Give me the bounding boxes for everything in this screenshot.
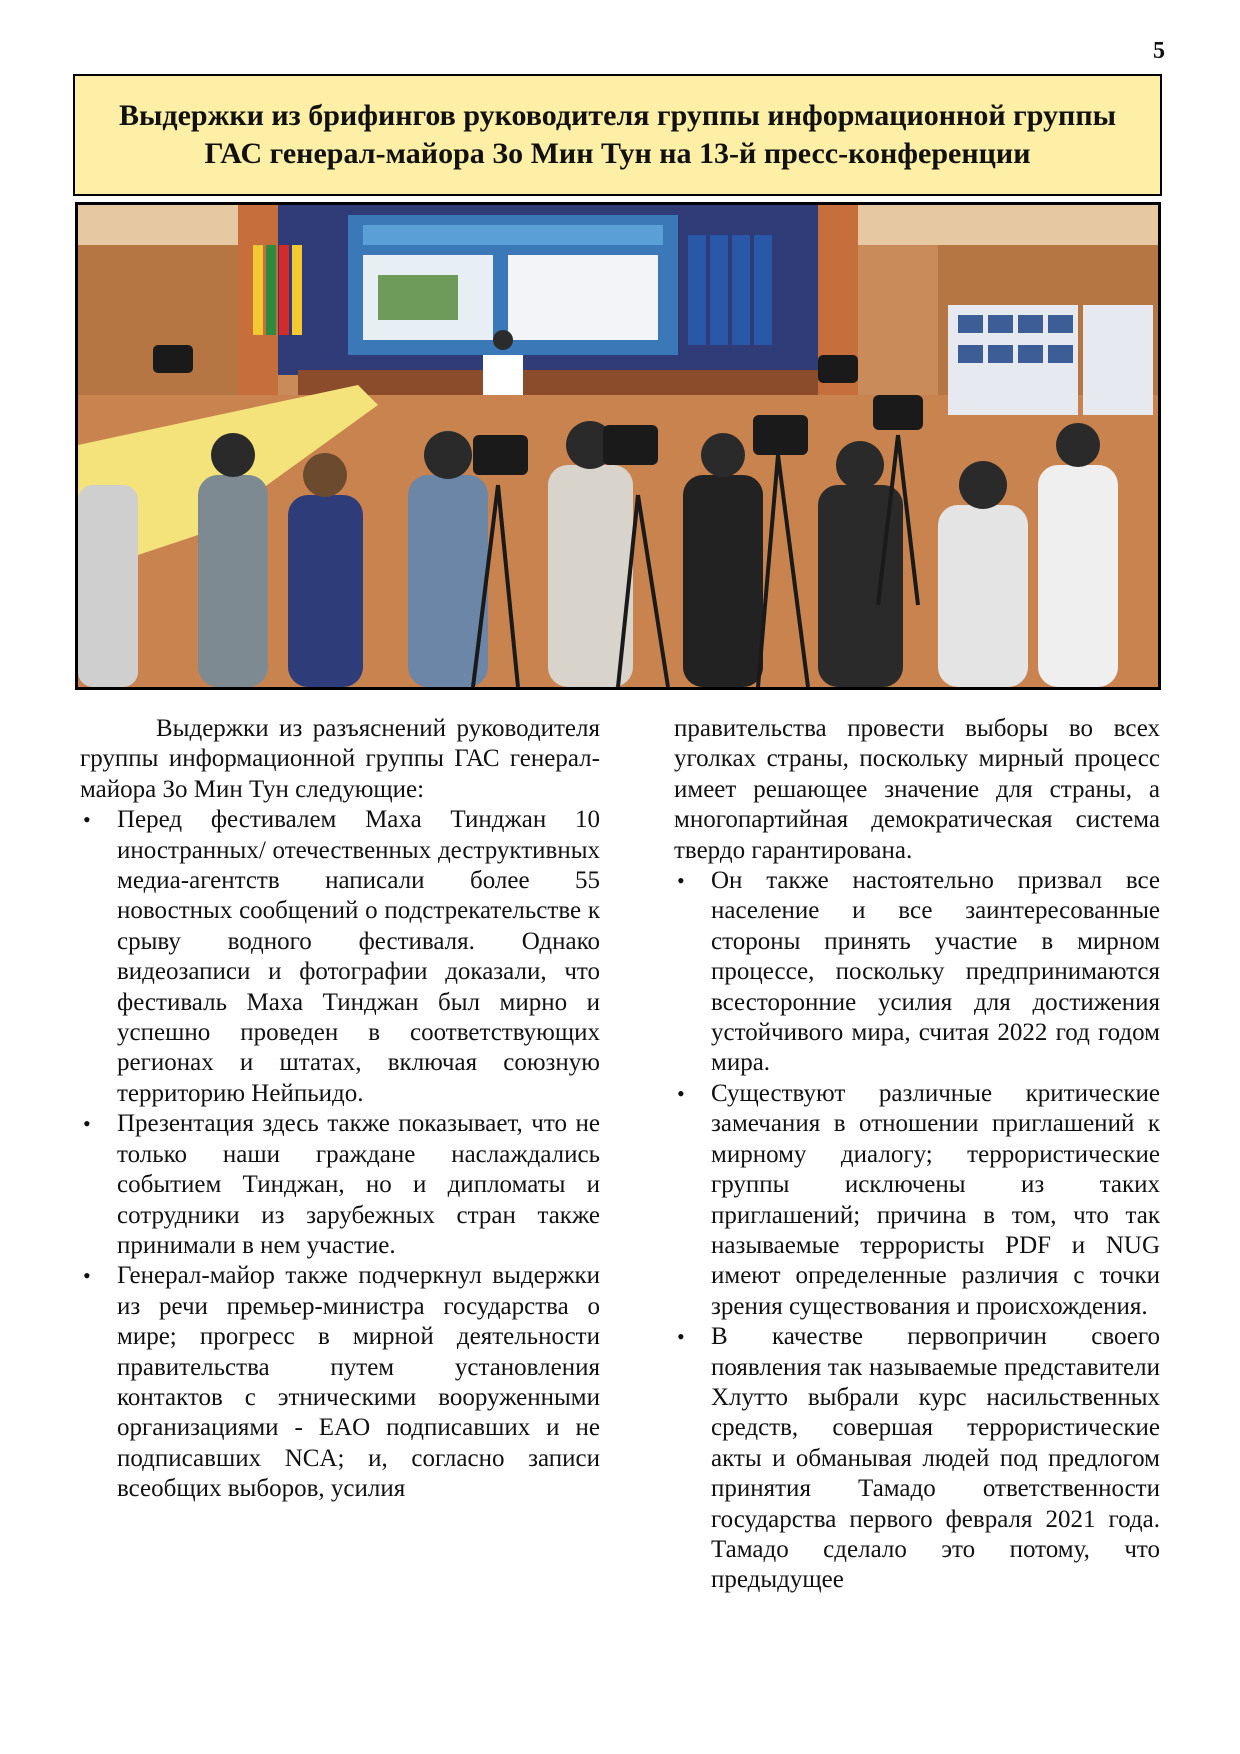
- left-column: [80, 714, 600, 1505]
- bullet-icon: •: [83, 1263, 91, 1289]
- bullet-icon: •: [677, 868, 685, 894]
- list-item: [674, 866, 1160, 1079]
- right-column: [674, 714, 1160, 1596]
- intro-paragraph: Выдержки из разъяснений руководителя группы информационной группы ГАС генерал-майора Зо Мин Тун следующие:: [80, 715, 600, 803]
- list-item-text: Генерал-майор также подчеркнул выдержки из речи премьер-министра государства о мире; прогресс в мирной деятельности правительства путем установления контактов с этническими вооруженными организациями - EAO подписавших и не подписавших NCA; и, согласно записи всеобщих выборов, усилия: [117, 1262, 600, 1503]
- article-title-box: [73, 74, 1162, 196]
- list-item-text: Существуют различные критические замечания в отношении приглашений к мирному диалогу; террористические группы исключены из таких приглашений; причина в том, что так называемые террористы PDF и NUG имеют определенные различия с точки зрения существования и происхождения.: [711, 1079, 1160, 1320]
- list-item-text: Он также настоятельно призвал все население и все заинтересованные стороны принять участие в мирном процессе, поскольку предпринимаются всесторонние усилия для достижения устойчивого мира, считая 2022 год годом мира.: [711, 867, 1160, 1077]
- continuation-paragraph: правительства провести выборы во всех уголках страны, поскольку мирный процесс имеет решающее значение для страны, а многопартийная демократическая система твердо гарантирована.: [674, 715, 1160, 864]
- right-bullet-list: [674, 866, 1160, 1596]
- bullet-icon: •: [677, 1080, 685, 1106]
- article-title-line-1: Выдержки из брифингов руководителя группы информационной группы: [118, 99, 1117, 132]
- bullet-icon: •: [83, 1111, 91, 1137]
- article-title-line-2: ГАС генерал-майора Зо Мин Тун на 13-й пресс-конференции: [204, 137, 1031, 170]
- list-item: [80, 1109, 600, 1261]
- list-item: [674, 1079, 1160, 1322]
- page-number: 5: [1153, 38, 1165, 64]
- bullet-icon: •: [677, 1324, 685, 1350]
- bullet-icon: •: [83, 807, 91, 833]
- list-item-text: Перед фестивалем Маха Тинджан 10 иностранных/ отечественных деструктивных медиа-агентств написали более 55 новостных сообщений о подстрекательстве к срыву водного фестиваля. Однако видеозаписи и фотографии доказали, что фестиваль Маха Тинджан был мирно и успешно проведен в соответствующих регионах и штатах, включая союзную территорию Нейпьидо.: [117, 806, 600, 1107]
- press-conference-illustration: [78, 205, 1158, 687]
- list-item: [80, 805, 600, 1109]
- left-bullet-list: [80, 805, 600, 1504]
- list-item-text: Презентация здесь также показывает, что не только наши граждане наслаждались событием Тинджан, но и дипломаты и сотрудники из зарубежных стран также принимали в нем участие.: [117, 1110, 600, 1259]
- press-conference-photo: [75, 202, 1161, 690]
- list-item: [674, 1322, 1160, 1596]
- list-item: [80, 1261, 600, 1504]
- list-item-text: В качестве первопричин своего появления так называемые представители Хлутто выбрали курс насильственных средств, совершая террористические акты и обманывая людей под предлогом принятия Тамадо ответственности государства первого февраля 2021 года. Тамадо сделало это потому, что предыдущее: [711, 1323, 1160, 1594]
